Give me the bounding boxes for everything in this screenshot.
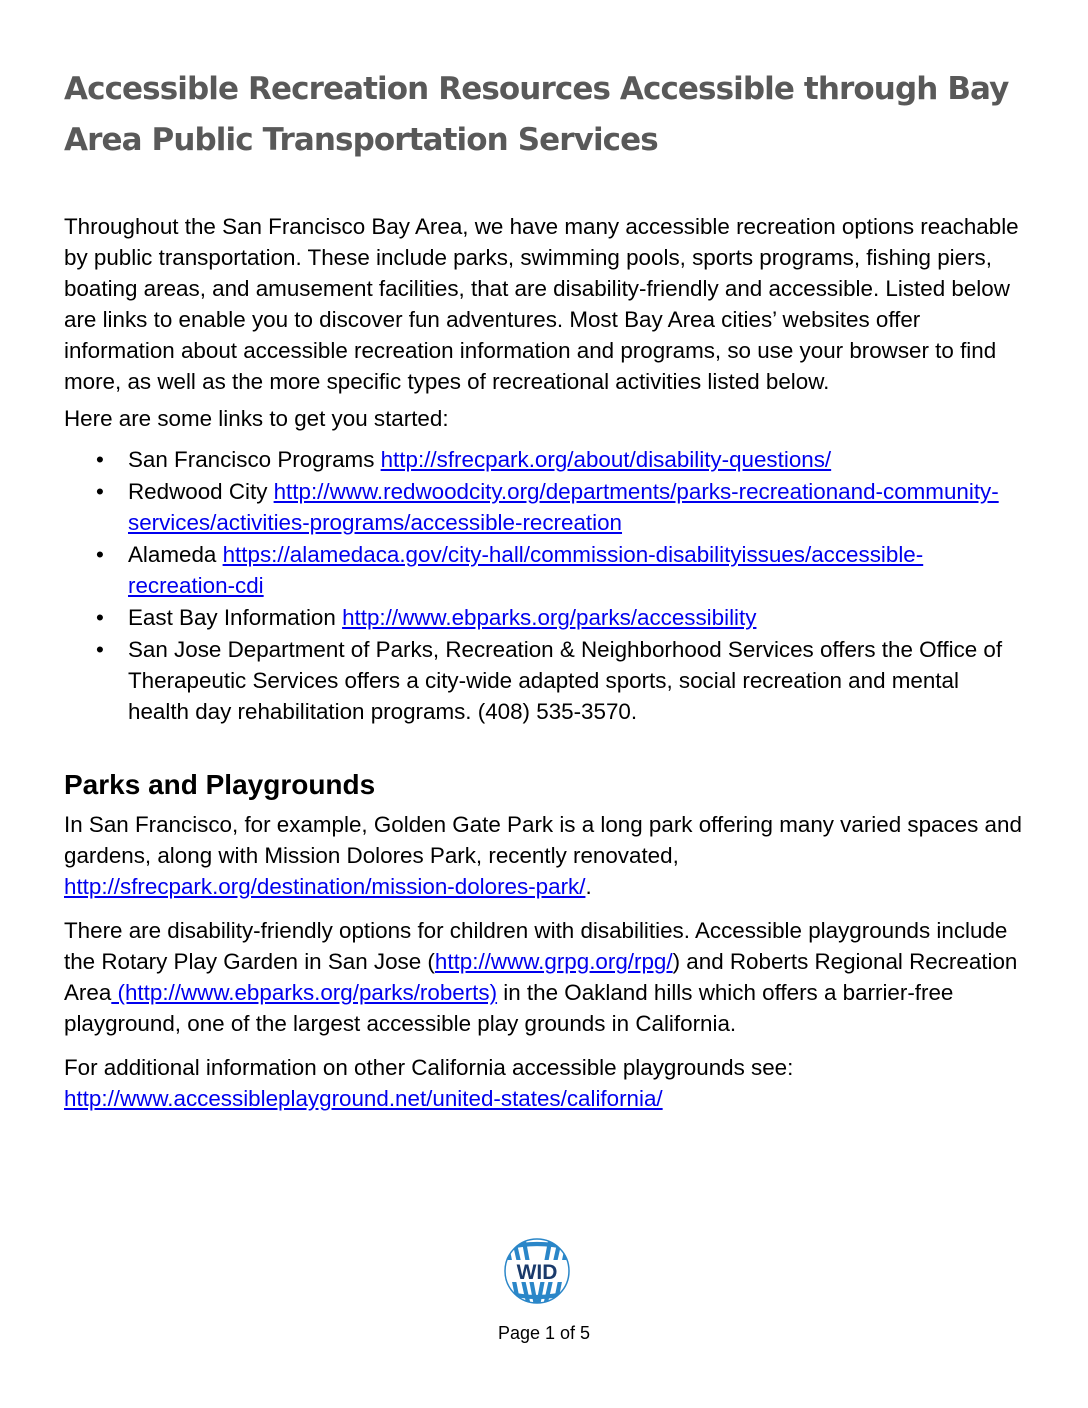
bullet-icon: •	[96, 605, 104, 630]
list-item-label: San Jose Department of Parks, Recreation & Neighborhood Services offers the Office of Therapeutic Services offers a city-wide adapted sports, social recreation and mental health day rehabilitation programs. (408) 535-3570.	[128, 637, 1003, 724]
list-item	[64, 634, 1026, 727]
sf-programs-link[interactable]: http://sfrecpark.org/about/disability-questions/	[380, 447, 832, 472]
list-item-label: Alameda	[128, 542, 223, 567]
rotary-play-garden-link[interactable]: http://www.grpg.org/rpg/	[434, 949, 673, 974]
list-item-label: Redwood City	[128, 479, 274, 504]
playgrounds-paragraph	[64, 915, 1026, 1039]
paragraph-text: In San Francisco, for example, Golden Gate Park is a long park offering many varied spaces and gardens, along with Mission Dolores Park, recently renovated,	[64, 812, 1022, 868]
paragraph-text: .	[585, 874, 592, 899]
resource-link-list	[64, 444, 1026, 727]
list-item	[64, 444, 1026, 475]
paragraph-text: ) and Roberts Regional Recreation Area	[64, 949, 1018, 1005]
list-item	[64, 602, 1026, 633]
page-number: Page 1 of 5	[497, 1323, 591, 1343]
list-item-label: East Bay Information	[128, 605, 343, 630]
section-heading: Parks and Playgrounds	[64, 769, 376, 800]
paragraph-text: For additional information on other California accessible playgrounds see:	[64, 1055, 794, 1080]
paragraph-text: There are disability-friendly options for children with disabilities. Accessible playgrounds include the Rotary Play Garden in San Jose (	[64, 918, 1008, 974]
page-title: Accessible Recreation Resources Accessible through Bay Area Public Transportation Services	[64, 71, 1009, 158]
list-item-label: San Francisco Programs	[128, 447, 381, 472]
accessible-playground-link[interactable]: http://www.accessibleplayground.net/united-states/california/	[64, 1086, 663, 1111]
alameda-link[interactable]: https://alamedaca.gov/city-hall/commission-disabilityissues/accessible-recreation-cdi	[128, 542, 924, 598]
mission-dolores-link[interactable]: http://sfrecpark.org/destination/mission-dolores-park/	[64, 874, 586, 899]
roberts-park-link[interactable]: (http://www.ebparks.org/parks/roberts)	[111, 980, 498, 1005]
intro-paragraph: Throughout the San Francisco Bay Area, we have many accessible recreation options reachable by public transportation. These include parks, swimming pools, sports programs, fishing piers, boating areas, and amusement facilities, that are disability-friendly and accessible. Listed below are links to enable you to discover fun adventures. Most Bay Area cities’ websites offer information about accessible recreation information and programs, so use your browser to find more, as well as the more specific types of recreational activities listed below.	[64, 214, 1019, 394]
list-item	[64, 476, 1026, 538]
bullet-icon: •	[96, 479, 104, 504]
paragraph-text: in the Oakland hills which offers a barrier-free playground, one of the largest accessible play grounds in California.	[64, 980, 954, 1036]
logo-text: WID	[516, 1261, 558, 1284]
document-page	[64, 64, 1026, 1114]
bullet-icon: •	[96, 447, 104, 472]
parks-paragraph	[64, 809, 1026, 902]
lead-in-text: Here are some links to get you started:	[64, 406, 449, 431]
list-item	[64, 539, 1026, 601]
bullet-icon: •	[96, 542, 104, 567]
additional-info-paragraph	[64, 1052, 1026, 1114]
east-bay-link[interactable]: http://www.ebparks.org/parks/accessibility	[342, 605, 757, 630]
redwood-city-link[interactable]: http://www.redwoodcity.org/departments/parks-recreationand-community-services/activities-programs/accessible-recreation	[128, 479, 999, 535]
bullet-icon: •	[96, 637, 104, 662]
wid-logo-icon	[502, 1236, 572, 1306]
